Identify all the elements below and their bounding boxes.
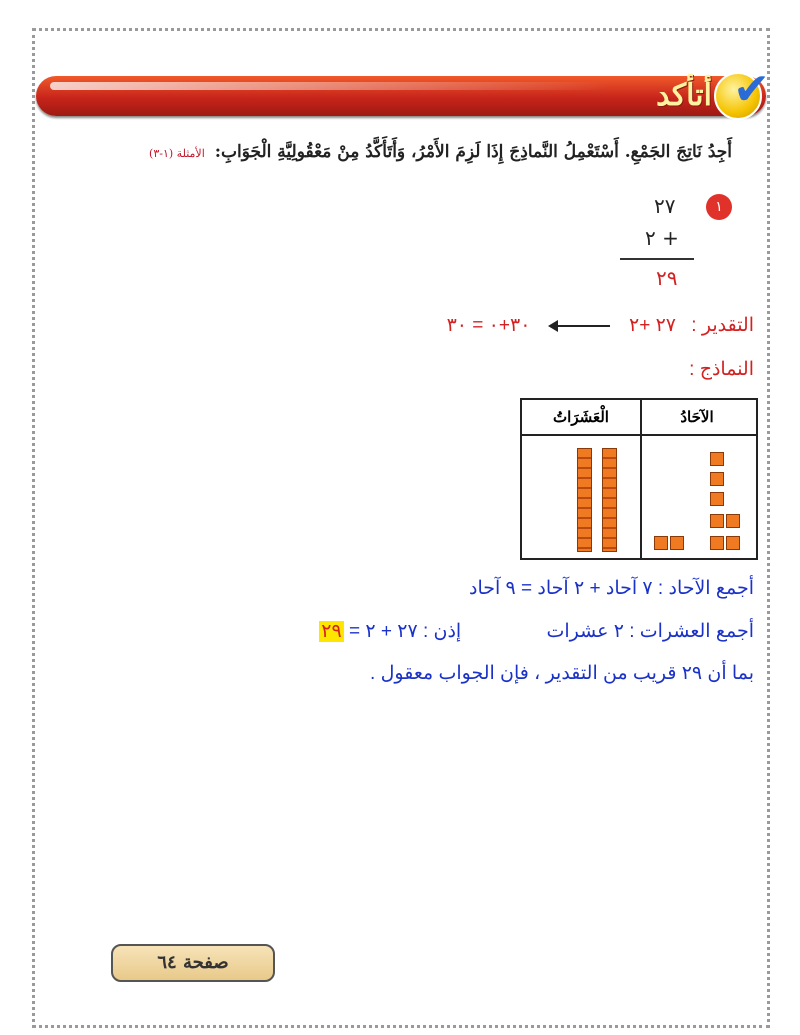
ones-sum-line: أجمع الآحاد : ٧ آحاد + ٢ آحاد = ٩ آحاد xyxy=(468,578,754,599)
models-label: النماذج : xyxy=(689,359,754,380)
instruction-text: أَجِدُ نَاتِجَ الجَمْعِ. أَسْتَعْمِلُ النَّماذِجَ إِذَا لَزِمَ الأَمْرُ، وَأَتَأَكَّدُ مِنْ مَعْقُولِيَّةِ الْجَوَابِ: xyxy=(214,142,732,162)
instruction xyxy=(149,142,732,162)
ones-cube xyxy=(670,536,684,550)
ones-cube xyxy=(654,536,668,550)
problem-number: ١ xyxy=(706,194,732,220)
tens-sum-line xyxy=(319,620,754,643)
sum-result: ٢٩ xyxy=(656,266,678,290)
ones-cube xyxy=(710,514,724,528)
tens-rod xyxy=(577,448,592,552)
conclusion-line: بما أن ٢٩ قريب من التقدير ، فإن الجواب معقول . xyxy=(370,663,754,684)
ones-cube xyxy=(710,452,724,466)
ones-cube xyxy=(726,514,740,528)
tens-header: الْعَشَرَاتُ xyxy=(522,400,642,434)
estimate-right: ٣٠+٠ = ٣٠ xyxy=(446,315,531,336)
addend-2: + ٢ xyxy=(645,226,679,250)
sum-rule xyxy=(620,258,694,260)
ones-cube xyxy=(710,472,724,486)
banner-title: أتأكد xyxy=(656,78,712,113)
ones-cube xyxy=(710,536,724,550)
place-value-table xyxy=(520,398,758,560)
examples-reference: الأمثلة (١-٣) xyxy=(149,147,205,160)
then-part: إذن : ٢٧ + ٢ = xyxy=(349,621,462,642)
checkmark-icon: ✔ xyxy=(733,64,770,115)
ones-cube xyxy=(710,492,724,506)
page-number-tab: صفحة ٦٤ xyxy=(111,944,275,982)
arrow-left-icon xyxy=(550,325,610,327)
estimate-left: ٢٧ +٢ xyxy=(628,315,676,336)
ones-cube xyxy=(726,536,740,550)
final-answer: ٢٩ xyxy=(321,621,342,642)
estimate-line xyxy=(447,314,754,337)
addend-1: ٢٧ xyxy=(654,194,676,218)
tens-rod xyxy=(602,448,617,552)
tens-part: أجمع العشرات : ٢ عشرات xyxy=(546,621,754,642)
estimate-label: التقدير : xyxy=(691,315,754,336)
ones-header: الآحَادُ xyxy=(680,408,714,426)
